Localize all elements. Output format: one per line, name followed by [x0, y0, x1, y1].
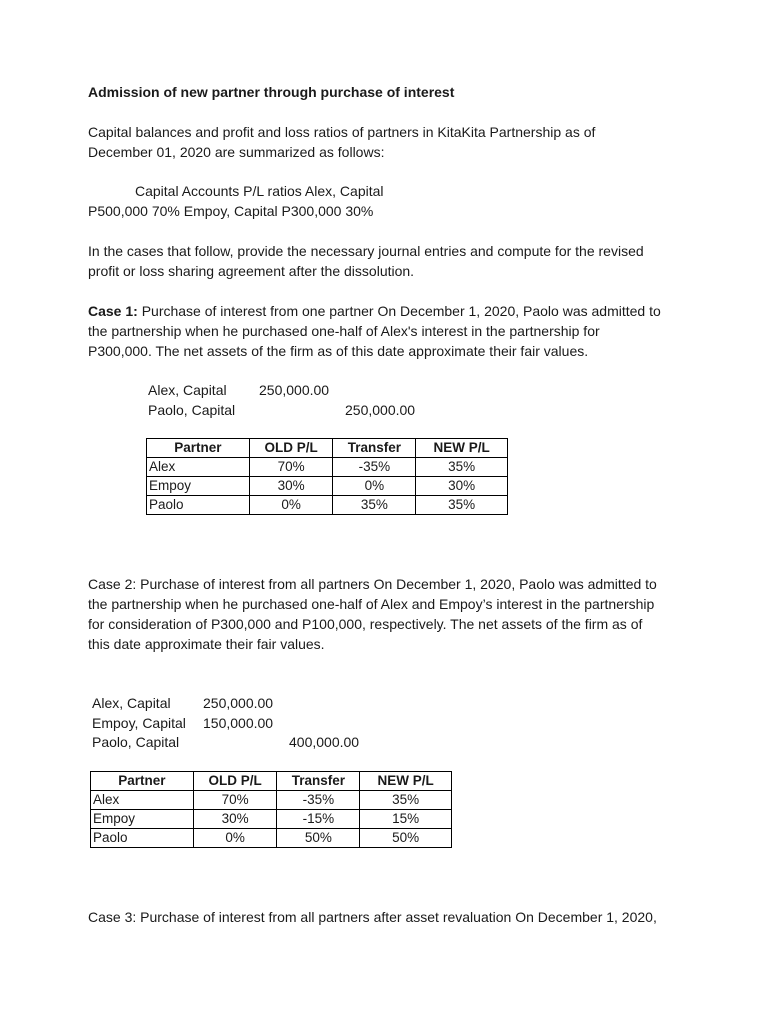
new-pl-cell: 35%	[416, 496, 508, 515]
old-pl-cell: 30%	[249, 477, 333, 496]
partner-cell: Empoy	[147, 477, 250, 496]
new-pl-cell: 35%	[416, 458, 508, 477]
column-header: Transfer	[333, 439, 416, 458]
old-pl-cell: 0%	[249, 496, 333, 515]
new-pl-cell: 50%	[360, 829, 452, 848]
case2-line: for consideration of P300,000 and P100,000, respectively. The net assets of the firm as of	[88, 616, 643, 632]
partner-cell: Alex	[147, 458, 250, 477]
case1-line: the partnership when he purchased one-half of Alex's interest in the partnership for	[88, 323, 600, 339]
entry-credit: 250,000.00	[345, 401, 416, 418]
transfer-cell: -35%	[277, 791, 360, 810]
case3-line: Case 3: Purchase of interest from all partners after asset revaluation On December 1, 2020,	[88, 909, 657, 925]
case2-line: this date approximate their fair values.	[88, 636, 325, 652]
summary-paragraph	[88, 181, 688, 221]
case2-line: the partnership when he purchased one-half of Alex and Empoy’s interest in the partnership	[88, 596, 655, 612]
instructions-paragraph	[88, 241, 688, 281]
entry-account: Paolo, Capital	[92, 734, 180, 750]
column-header: OLD P/L	[249, 439, 333, 458]
table-header-row	[91, 772, 452, 791]
case1-journal-entries	[148, 381, 448, 420]
case1-line	[88, 301, 688, 321]
entry-debit: 250,000.00	[259, 382, 330, 398]
intro-line: December 01, 2020 are summarized as follows:	[88, 144, 385, 160]
transfer-cell: -35%	[333, 458, 416, 477]
old-pl-cell: 70%	[193, 791, 277, 810]
transfer-cell: -15%	[277, 810, 360, 829]
case3-paragraph	[88, 907, 688, 927]
intro-paragraph	[88, 122, 688, 162]
intro-line: Capital balances and profit and loss ratios of partners in KitaKita Partnership as of	[88, 124, 596, 140]
table-row	[91, 829, 452, 848]
summary-line: Capital Accounts P/L ratios Alex, Capital	[135, 183, 384, 199]
case1-pl-table	[146, 438, 508, 515]
case1-label: Case 1:	[88, 303, 138, 319]
partner-cell: Paolo	[147, 496, 250, 515]
journal-entry-row	[92, 714, 392, 734]
partner-cell: Alex	[91, 791, 194, 810]
case2-paragraph	[88, 574, 688, 654]
entry-debit: 250,000.00	[203, 695, 274, 711]
table-row	[91, 810, 452, 829]
journal-entry-row	[148, 401, 448, 421]
old-pl-cell: 30%	[193, 810, 277, 829]
document-title: Admission of new partner through purchase of interest	[88, 84, 455, 100]
case1-line: P300,000. The net assets of the firm as of this date approximate their fair values.	[88, 343, 589, 359]
journal-entry-row	[148, 381, 448, 401]
new-pl-cell: 15%	[360, 810, 452, 829]
column-header: Partner	[147, 439, 250, 458]
transfer-cell: 35%	[333, 496, 416, 515]
table-row	[147, 496, 508, 515]
case2-journal-entries	[92, 694, 392, 753]
entry-account: Alex, Capital	[148, 382, 227, 398]
new-pl-cell: 35%	[360, 791, 452, 810]
old-pl-cell: 0%	[193, 829, 277, 848]
transfer-cell: 0%	[333, 477, 416, 496]
column-header: OLD P/L	[193, 772, 277, 791]
case1-line-rest: Purchase of interest from one partner On December 1, 2020, Paolo was admitted to	[137, 303, 661, 319]
column-header: NEW P/L	[416, 439, 508, 458]
case1-paragraph	[88, 301, 688, 361]
column-header: Transfer	[277, 772, 360, 791]
new-pl-cell: 30%	[416, 477, 508, 496]
journal-entry-row	[92, 733, 392, 753]
case2-line: Case 2: Purchase of interest from all partners On December 1, 2020, Paolo was admitted to	[88, 576, 657, 592]
table-row	[147, 477, 508, 496]
entry-debit: 150,000.00	[203, 714, 274, 731]
table-row	[91, 791, 452, 810]
old-pl-cell: 70%	[249, 458, 333, 477]
table-row	[147, 458, 508, 477]
entry-credit: 400,000.00	[289, 734, 360, 750]
column-header: Partner	[91, 772, 194, 791]
entry-account: Paolo, Capital	[148, 401, 236, 418]
partner-cell: Empoy	[91, 810, 194, 829]
partner-cell: Paolo	[91, 829, 194, 848]
summary-line: P500,000 70% Empoy, Capital P300,000 30%	[88, 203, 374, 219]
case2-pl-table	[90, 771, 452, 848]
transfer-cell: 50%	[277, 829, 360, 848]
table-header-row	[147, 439, 508, 458]
journal-entry-row	[92, 694, 392, 714]
instructions-line: profit or loss sharing agreement after the dissolution.	[88, 263, 415, 279]
entry-account: Empoy, Capital	[92, 714, 186, 731]
instructions-line: In the cases that follow, provide the necessary journal entries and compute for the revised	[88, 243, 644, 259]
column-header: NEW P/L	[360, 772, 452, 791]
entry-account: Alex, Capital	[92, 695, 171, 711]
